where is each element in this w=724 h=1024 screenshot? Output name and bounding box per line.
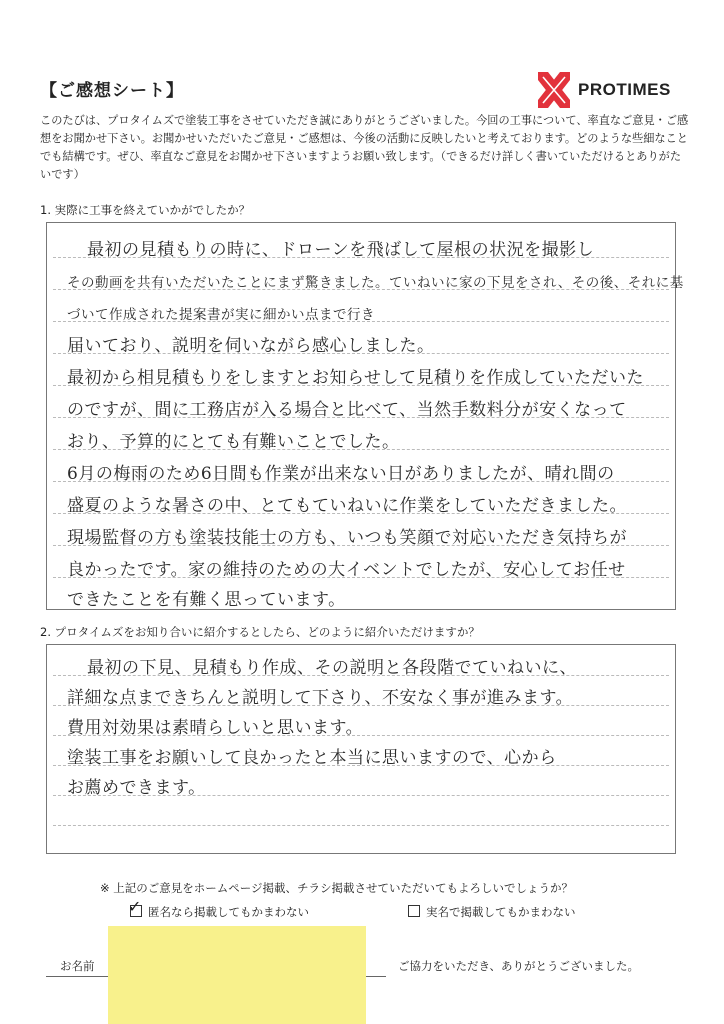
thanks-text: ご協力をいただき、ありがとうございました。 xyxy=(398,959,640,973)
name-redaction xyxy=(108,926,366,1024)
answer-2-line: 塗装工事をお願いして良かったと本当に思いますので、心から xyxy=(67,748,557,768)
brand-name: PROTIMES xyxy=(578,80,671,99)
answer-2-line: 費用対効果は素晴らしいと思います。 xyxy=(67,718,364,738)
brand-logo xyxy=(534,70,684,110)
answer-1-line: 良かったです。家の維持のための大イベントでしたが、安心してお任せ xyxy=(67,560,626,580)
answer-1-line: 届いており、説明を伺いながら感心しました。 xyxy=(67,336,435,356)
protimes-x-mark-icon xyxy=(534,70,574,110)
answer-1-line: 盛夏のような暑さの中、とてもていねいに作業をしていただきました。 xyxy=(67,496,627,516)
answer-1-box xyxy=(46,222,684,610)
answer-2-line: 最初の下見、見積もり作成、その説明と各段階でていねいに、 xyxy=(87,658,577,678)
question-1-label: 1. 実際に工事を終えていかがでしたか？ xyxy=(40,203,251,217)
answer-1-line: できたことを有難く思っています。 xyxy=(67,590,346,610)
answer-1-line: 現場監督の方も塗装技能士の方も、いつも笑顔で対応いただき気持ちが xyxy=(67,528,627,548)
anonymous-option-label: 匿名なら掲載してもかまわない xyxy=(148,905,309,919)
name-label: お名前 xyxy=(60,959,95,973)
question-2-label: 2. プロタイムズをお知り合いに紹介するとしたら、どのように紹介いただけますか？ xyxy=(40,625,480,639)
consent-option-anonymous[interactable] xyxy=(128,897,309,920)
consent-option-realname[interactable] xyxy=(408,904,576,920)
answer-1-line: 6月の梅雨のため6日間も作業が出来ない日がありましたが、晴れ間の xyxy=(67,464,615,484)
intro-text: このたびは、プロタイムズで塗装工事をさせていただき誠にありがとうございました。今回の工事について、率直なご意見・ご感想をお聞かせ下さい。お聞かせいただいたご意見・ご感想は、今後の活動に反映したいと考えております。どのような些細なことでも結構です。ぜひ、率直なご意見をお聞かせ下さいますようお願い致します。（できるだけ詳しく書いていただけるとありがたいです） xyxy=(40,114,689,181)
answer-2-box xyxy=(46,644,676,854)
answer-2-line: お薦めできます。 xyxy=(67,778,206,798)
answer-1-line: 最初から相見積もりをしますとお知らせして見積りを作成していただいた xyxy=(67,368,644,388)
answer-1-line: のですが、間に工務店が入る場合と比べて、当然手数料分が安くなって xyxy=(67,400,627,420)
answer-1-line: 最初の見積もりの時に、ドローンを飛ばして屋根の状況を撮影し xyxy=(87,240,595,260)
answer-1-line: その動画を共有いただいたことにまず驚きました。ていねいに家の下見をされ、その後、それに基づいて作成された提案書が実に細かい点まで行き xyxy=(67,275,684,323)
answer-1-line: おり、予算的にとても有難いことでした。 xyxy=(67,432,400,452)
anonymous-checkbox[interactable] xyxy=(128,897,142,917)
sheet-title: 【ご感想シート】 xyxy=(40,81,184,101)
realname-option-label: 実名で掲載してもかまわない xyxy=(426,905,576,919)
answer-2-line: 詳細な点まできちんと説明して下さり、不安なく事が進みます。 xyxy=(67,688,574,708)
consent-question: ※ 上記のご意見をホームページ掲載、チラシ掲載させていただいてもよろしいでしょうか？ xyxy=(100,881,574,895)
checkmark-icon: ✓ xyxy=(128,897,142,916)
realname-checkbox[interactable] xyxy=(408,905,420,917)
